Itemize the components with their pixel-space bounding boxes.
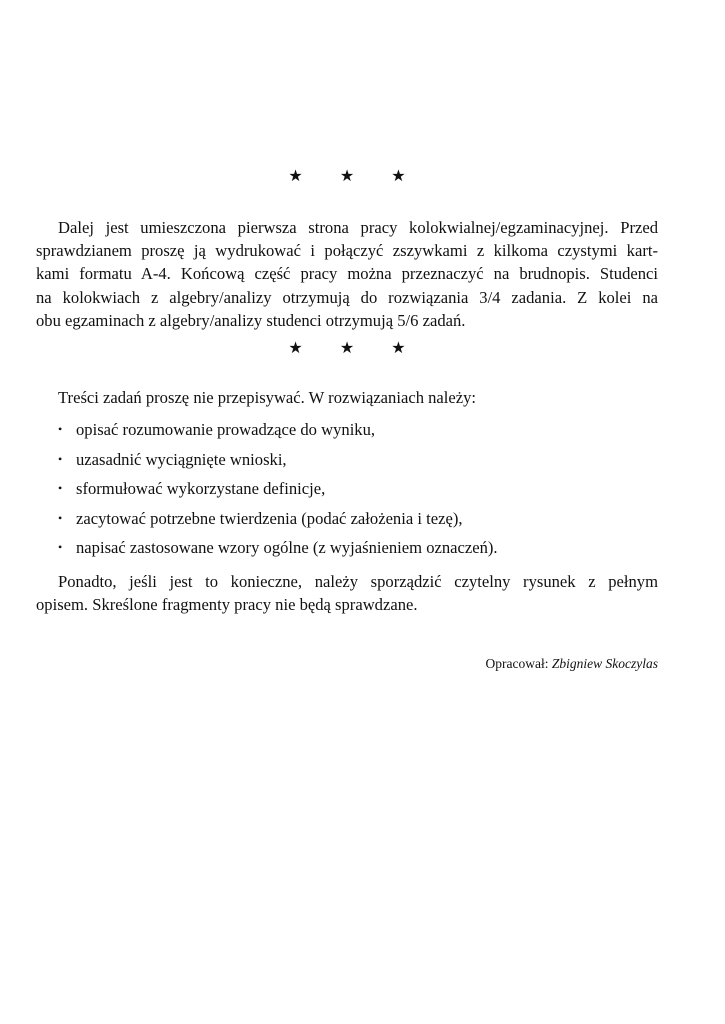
list-item-text: sformułować wykorzystane definicje, — [76, 479, 326, 498]
list-item-text: napisać zastosowane wzory ogólne (z wyjaśnieniem oznaczeń). — [76, 538, 498, 557]
instructions-lead — [36, 386, 658, 409]
instructions-list — [36, 418, 658, 566]
intro-line: Dalej jest umieszczona pierwsza strona pracy kolokwialnej/egzaminacyjnej. Przed — [58, 218, 658, 237]
closing-line: Ponadto, jeśli jest to konieczne, należy sporządzić czytelny rysunek z pełnym — [58, 572, 658, 591]
star-separator-middle: ★ ★ ★ — [288, 338, 422, 357]
bullet-icon: • — [58, 540, 63, 554]
signature — [486, 655, 658, 673]
instructions-lead-text: Treści zadań proszę nie przepisywać. W rozwiązaniach należy: — [58, 388, 477, 407]
bullet-icon: • — [58, 510, 63, 525]
signature-author-name: Zbigniew Skoczylas — [551, 656, 658, 671]
list-item — [36, 448, 658, 478]
star-separator-top: ★ ★ ★ — [288, 166, 422, 185]
list-item-text: opisać rozumowanie prowadzące do wyniku, — [76, 420, 376, 439]
intro-paragraph — [36, 216, 658, 332]
closing-line: opisem. Skreślone fragmenty pracy nie będą sprawdzane. — [36, 595, 418, 615]
intro-line: na kolokwiach z algebry/analizy otrzymują do rozwiązania 3/4 zadania. Z kolei na — [36, 287, 658, 307]
intro-line: obu egzaminach z algebry/analizy studenci otrzymują 5/6 zadań. — [36, 310, 466, 330]
signature-label: Opracował: — [485, 656, 549, 671]
list-item-text: zacytować potrzebne twierdzenia (podać założenia i tezę), — [76, 508, 463, 528]
list-item-text: uzasadnić wyciągnięte wnioski, — [76, 449, 287, 469]
bullet-icon: • — [58, 451, 63, 466]
list-item — [36, 477, 658, 507]
document-page — [36, 0, 658, 1024]
list-item — [36, 507, 658, 537]
bullet-icon: • — [58, 481, 63, 495]
bullet-icon: • — [58, 422, 63, 436]
intro-line: sprawdzianem proszę ją wydrukować i połączyć zszywkami z kilkoma czystymi kart- — [36, 241, 658, 261]
list-item — [36, 536, 658, 566]
list-item — [36, 418, 658, 448]
closing-paragraph — [36, 570, 658, 616]
intro-line: kami formatu A-4. Końcową część pracy można przeznaczyć na brudnopis. Studenci — [36, 264, 658, 284]
